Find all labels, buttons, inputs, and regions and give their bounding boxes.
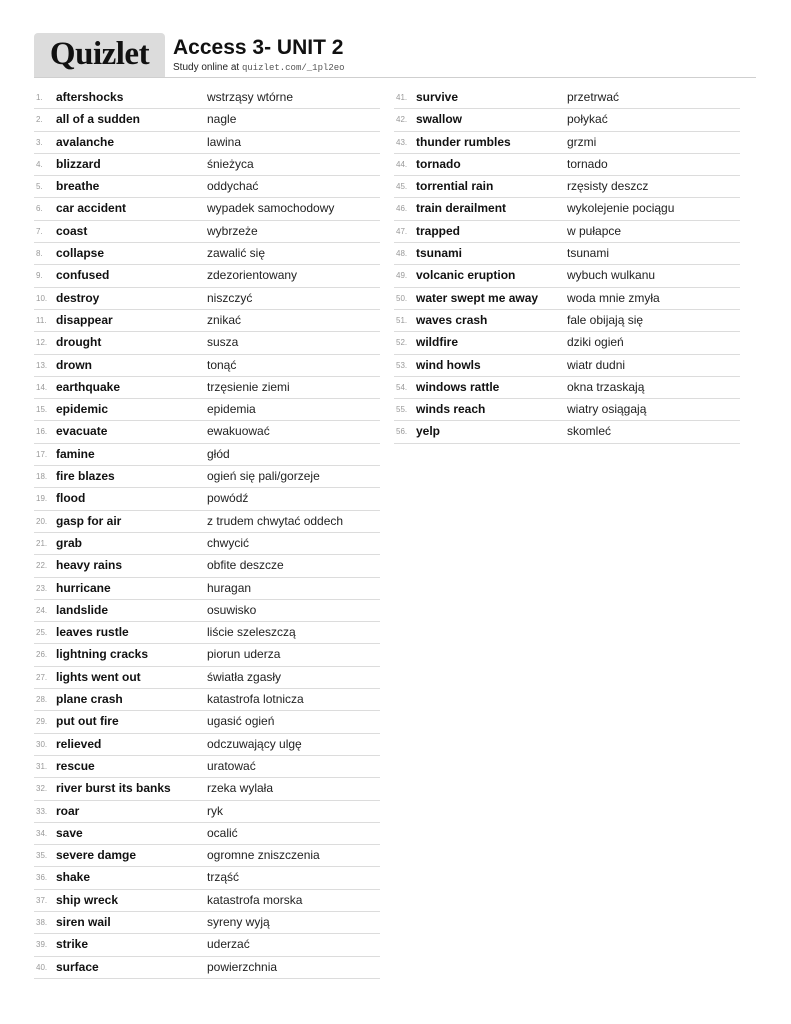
definition-text: wiatr dudni (567, 357, 626, 372)
term-number: 11. (36, 315, 47, 325)
term-row (34, 511, 380, 533)
term-number: 38. (36, 917, 48, 927)
definition-text: zdezorientowany (207, 268, 298, 283)
definition-text: tonąć (207, 357, 237, 372)
term-number: 16. (36, 427, 48, 437)
term-row (34, 667, 380, 689)
definition-text: wykolejenie pociągu (567, 201, 675, 216)
definition-text: katastrofa lotnicza (207, 692, 304, 707)
term-text: evacuate (56, 424, 108, 439)
term-row (34, 600, 380, 622)
definition-text: w pułapce (567, 223, 622, 238)
term-text: grab (56, 535, 83, 550)
definition-text: powódź (207, 491, 249, 506)
term-number: 52. (396, 338, 408, 348)
definition-text: tornado (567, 156, 608, 171)
definition-text: uderzać (207, 937, 250, 952)
term-text: water swept me away (416, 290, 539, 305)
term-number: 19. (36, 494, 48, 504)
term-text: put out fire (56, 714, 119, 729)
term-text: leaves rustle (56, 625, 129, 640)
term-number: 12. (36, 338, 48, 348)
study-url: quizlet.com/_1pl2eo (241, 63, 345, 73)
term-number: 31. (36, 761, 48, 771)
term-text: collapse (56, 246, 105, 261)
term-row (34, 890, 380, 912)
definition-text: nagle (207, 112, 237, 127)
definition-text: wiatry osiągają (567, 402, 647, 417)
term-number: 43. (396, 137, 408, 147)
term-number: 8. (36, 249, 43, 259)
term-text: wind howls (416, 357, 481, 372)
term-row (34, 845, 380, 867)
term-row (34, 488, 380, 510)
term-text: tsunami (416, 246, 463, 261)
definition-text: światła zgasły (207, 669, 282, 684)
term-text: lights went out (56, 669, 141, 684)
definition-text: rzęsisty deszcz (567, 179, 649, 194)
term-text: wildfire (416, 335, 459, 350)
definition-text: okna trzaskają (567, 379, 645, 394)
term-number: 46. (396, 204, 408, 214)
definition-text: ocalić (207, 825, 238, 840)
definition-text: osuwisko (207, 602, 257, 617)
term-row (394, 221, 740, 243)
term-number: 53. (396, 360, 408, 370)
term-row (34, 823, 380, 845)
definition-text: tsunami (567, 246, 610, 261)
term-number: 37. (36, 895, 48, 905)
definition-text: woda mnie zmyła (567, 290, 660, 305)
term-text: surface (56, 959, 99, 974)
term-number: 24. (36, 605, 48, 615)
term-row (34, 310, 380, 332)
term-number: 6. (36, 204, 43, 214)
term-row (34, 221, 380, 243)
definition-text: ryk (207, 803, 223, 818)
term-number: 44. (396, 159, 408, 169)
term-text: torrential rain (416, 179, 494, 194)
term-text: tornado (416, 156, 461, 171)
definition-text: zawalić się (207, 246, 266, 261)
term-text: landslide (56, 602, 109, 617)
term-text: famine (56, 446, 95, 461)
term-row (34, 444, 380, 466)
term-row (34, 957, 380, 979)
term-text: heavy rains (56, 558, 123, 573)
term-text: thunder rumbles (416, 134, 511, 149)
term-number: 10. (36, 293, 48, 303)
term-text: disappear (56, 312, 113, 327)
definition-text: ogień się pali/gorzeje (207, 469, 320, 484)
term-number: 1. (36, 93, 43, 102)
definition-text: epidemia (207, 402, 256, 417)
term-row (34, 867, 380, 889)
term-number: 18. (36, 472, 48, 482)
term-text: destroy (56, 290, 100, 305)
term-row (34, 109, 380, 131)
term-number: 28. (36, 695, 48, 705)
term-number: 29. (36, 717, 48, 727)
definition-text: wstrząsy wtórne (207, 90, 294, 104)
term-text: hurricane (56, 580, 111, 595)
term-number: 45. (396, 182, 408, 192)
term-text: aftershocks (56, 90, 124, 104)
definition-text: powierzchnia (207, 959, 278, 974)
term-row (394, 399, 740, 421)
definition-text: wybuch wulkanu (567, 268, 656, 283)
definition-text: rzeka wylała (207, 781, 274, 796)
term-number: 48. (396, 249, 408, 259)
term-row (34, 355, 380, 377)
term-row (34, 132, 380, 154)
term-row (34, 533, 380, 555)
term-row (34, 711, 380, 733)
term-text: all of a sudden (56, 112, 141, 127)
definition-text: ugasić ogień (207, 714, 275, 729)
definition-text: śnieżyca (207, 156, 254, 171)
term-number: 25. (36, 628, 48, 638)
term-number: 9. (36, 271, 43, 281)
term-number: 49. (396, 271, 408, 281)
term-text: shake (56, 870, 91, 885)
definition-text: ewakuować (207, 424, 270, 439)
term-row (34, 578, 380, 600)
definition-text: przetrwać (567, 90, 620, 104)
definition-text: znikać (207, 312, 242, 327)
term-number: 50. (396, 293, 408, 303)
definition-text: trząść (207, 870, 240, 885)
term-row (34, 934, 380, 956)
term-row (34, 332, 380, 354)
definition-text: lawina (207, 134, 242, 149)
term-row (34, 912, 380, 934)
term-row (394, 154, 740, 176)
term-number: 36. (36, 873, 48, 883)
term-row (394, 421, 740, 443)
page-title: Access 3- UNIT 2 (173, 36, 344, 59)
term-text: severe damge (56, 848, 137, 863)
term-text: roar (56, 803, 80, 818)
term-row (34, 154, 380, 176)
term-text: yelp (416, 424, 441, 439)
term-text: drought (56, 335, 102, 350)
term-row (34, 176, 380, 198)
term-row (394, 109, 740, 131)
definition-text: trzęsienie ziemi (207, 379, 290, 394)
term-row (34, 466, 380, 488)
term-text: survive (416, 90, 459, 104)
definition-text: z trudem chwytać oddech (207, 513, 344, 528)
study-online-line (173, 62, 345, 73)
term-row (34, 243, 380, 265)
definition-text: oddychać (207, 179, 259, 194)
term-text: avalanche (56, 134, 115, 149)
term-row (34, 778, 380, 800)
term-row (34, 644, 380, 666)
definition-text: odczuwający ulgę (207, 736, 302, 751)
definition-text: dziki ogień (567, 335, 624, 350)
definition-text: piorun uderza (207, 647, 281, 662)
term-number: 21. (36, 538, 48, 548)
term-row (394, 288, 740, 310)
right-term-column (394, 87, 740, 444)
definition-text: katastrofa morska (207, 892, 303, 907)
term-row (394, 377, 740, 399)
term-number: 7. (36, 226, 43, 236)
term-row (34, 555, 380, 577)
term-number: 13. (36, 360, 48, 370)
term-row (34, 756, 380, 778)
term-number: 35. (36, 851, 48, 861)
term-row (394, 132, 740, 154)
term-text: lightning cracks (56, 647, 149, 662)
term-row (34, 689, 380, 711)
term-row (394, 176, 740, 198)
term-number: 40. (36, 962, 48, 972)
definition-text: głód (207, 446, 230, 461)
term-number: 5. (36, 182, 43, 192)
definition-text: połykać (567, 112, 608, 127)
term-number: 22. (36, 561, 48, 571)
term-number: 15. (36, 405, 48, 415)
term-row (394, 87, 740, 109)
term-number: 47. (396, 226, 408, 236)
term-text: earthquake (56, 379, 121, 394)
definition-text: niszczyć (207, 290, 253, 305)
term-text: blizzard (56, 156, 101, 171)
term-number: 55. (396, 405, 408, 415)
term-number: 4. (36, 159, 43, 169)
term-row (34, 198, 380, 220)
header-divider (34, 77, 756, 78)
definition-text: liście szeleszczą (207, 625, 296, 640)
term-text: relieved (56, 736, 102, 751)
term-number: 3. (36, 137, 43, 147)
term-row (394, 198, 740, 220)
definition-text: uratować (207, 758, 256, 773)
term-text: breathe (56, 179, 100, 194)
logo-text: Quizlet (49, 36, 150, 72)
term-text: winds reach (416, 402, 486, 417)
term-row (34, 801, 380, 823)
term-number: 42. (396, 115, 408, 125)
term-number: 2. (36, 115, 43, 125)
term-row (34, 288, 380, 310)
term-number: 23. (36, 583, 48, 593)
term-text: waves crash (416, 312, 488, 327)
term-text: drown (56, 357, 92, 372)
term-row (394, 310, 740, 332)
term-text: train derailment (416, 201, 507, 216)
term-text: flood (56, 491, 86, 506)
term-number: 32. (36, 784, 48, 794)
quizlet-logo (34, 33, 165, 77)
definition-text: chwycić (207, 535, 250, 550)
definition-text: grzmi (567, 134, 597, 149)
term-row (34, 87, 380, 109)
term-text: plane crash (56, 692, 123, 707)
left-term-column (34, 87, 380, 979)
term-text: epidemic (56, 402, 109, 417)
term-number: 14. (36, 382, 48, 392)
term-number: 30. (36, 739, 48, 749)
term-number: 56. (396, 427, 408, 437)
term-row (394, 243, 740, 265)
subtitle-prefix: Study online at (173, 62, 240, 73)
term-text: windows rattle (416, 379, 500, 394)
term-text: fire blazes (56, 469, 115, 484)
definition-text: wypadek samochodowy (207, 201, 335, 216)
term-text: gasp for air (56, 513, 122, 528)
definition-text: wybrzeże (207, 223, 258, 238)
term-row (34, 399, 380, 421)
definition-text: syreny wyją (207, 914, 270, 929)
term-row (34, 421, 380, 443)
term-row (34, 377, 380, 399)
term-text: volcanic eruption (416, 268, 516, 283)
term-text: rescue (56, 758, 95, 773)
term-number: 27. (36, 672, 48, 682)
term-text: save (56, 825, 83, 840)
term-row (394, 265, 740, 287)
definition-text: obfite deszcze (207, 558, 284, 573)
term-text: ship wreck (56, 892, 119, 907)
term-number: 17. (36, 449, 48, 459)
term-number: 34. (36, 828, 48, 838)
term-number: 41. (396, 93, 408, 102)
term-number: 26. (36, 650, 48, 660)
definition-text: fale obijają się (567, 312, 644, 327)
page-header (34, 33, 756, 78)
term-text: river burst its banks (56, 781, 171, 796)
term-number: 33. (36, 806, 48, 816)
term-number: 39. (36, 940, 48, 950)
term-row (34, 622, 380, 644)
term-number: 54. (396, 382, 408, 392)
term-text: coast (56, 223, 88, 238)
definition-text: susza (207, 335, 239, 350)
term-text: siren wail (56, 914, 111, 929)
term-number: 20. (36, 516, 48, 526)
term-row (394, 332, 740, 354)
term-text: swallow (416, 112, 463, 127)
term-row (34, 265, 380, 287)
term-row (394, 355, 740, 377)
term-row (34, 734, 380, 756)
definition-text: ogromne zniszczenia (207, 848, 320, 863)
definition-text: huragan (207, 580, 252, 595)
term-number: 51. (396, 315, 408, 325)
term-text: trapped (416, 223, 461, 238)
term-text: strike (56, 937, 89, 952)
term-text: car accident (56, 201, 127, 216)
definition-text: skomleć (567, 424, 612, 439)
term-text: confused (56, 268, 110, 283)
